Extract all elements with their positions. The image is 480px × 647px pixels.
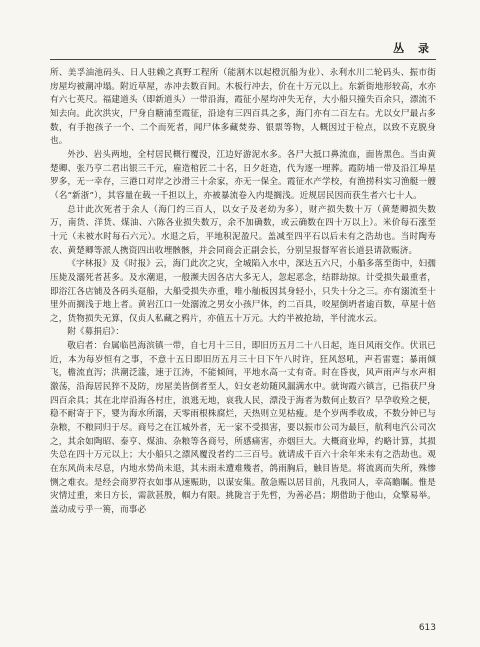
paragraph: 总计此次死者于余人（海门约三百人，以女子及老幼为多），财产损失数十万（黄楚卿损失数万，南货、洋货、煤油、六陈各业损失数万，余不加确数，或云确数在四十万以上）。米价每石涨至十元（未被水时每石六元）。水退之后，平地积泥盈尺。盖减至四平石以后未有之浩劫也。当时陶寿农、黄楚卿等派人携资四出收埋骸骸，并会同商会正副会长，分别呈报督军省长道县请款赈济。	[50, 204, 436, 256]
body-text	[50, 67, 436, 518]
page-number: 613	[418, 623, 436, 633]
header-rule	[50, 59, 436, 60]
appendix-heading: 附《募捐启》：	[67, 327, 125, 338]
paragraph: 敬启者：台属临邑海滨镇一带，自七月十三日，即旧历五月二十八日起，连日风雨交作。伏讯已近，本为每岁恒有之事，不意十五日即旧历五月三十日下午八时许，狂风怒吼，声若雷霆；暴雨倾飞，檐流直泻；洪潮泛滥，速于江涛，不能倾间，平地水高一丈有奇。时在昏夜，风声雨声与水声相激荡，沿海居民猝不及防，房屋美皆倒者至人，妇女老幼随风漏满水中。就询霞六镇言，已指获尸身四百余具；其在北岸沿海各村庄，浪逃无地，哀我人民，漂没于海者为数何止数百？早孕收殓之便，稳不耐寄于下，婴为海水所溺，天零雨根株腐烂，天热则立见枯瘦。是个岁两季收成，不数分钟已与杂粮，不粮同归于尽。商号之在江城外者，无一家不受损害，要以振市公司为最巨，航利电汽公司次之，其余如陶昭、泰亨、煤油、杂粮等各商号，所感痛害，亦烟巨大。大概商业埠，约略计算，其损失总在四十万元以上；大小船只之漂风覆没者约二三百号。就请成千百六十余年来未有之浩劫也。观在东风尚未尽息，内地水势尚未退，其未雨未遭难幾者，鸽雨胸后，触目皆是。将流离而失所，殊惨恻之难衣。是经会商罗符衣如事从速赈助，以谋安集。散急赈以居目前，凡我同人，幸高瞻瞩。惟是灾情过重，来日方长，需款甚殷，帼力有限。挑陇言于先哲，为善必昌；期借助于他山，众擎易举。盖动成亏乎一篑，而事必	[50, 341, 436, 515]
section-title: 丛 录	[393, 42, 434, 55]
paragraph: 所、美孚油池码头、日人驻赖之真野工程所（能割木以起橙沉船为业）、永利水川二轮码头、振市街房屋均被潮冲塌。附近草屋，赤冲去数百间。木板行冲去，价在十万元以上。东新街地形较高，水亦有六七英尺。福建道头（即新道头）一带沿海，霞征小屋均冲失无存，大小船只撞失百余只，漂流不知去向。此次洪灾，尸身自糖浦至霞征，沿途有三四百具之多，海门亦有二百左右。尤以女尸最占多数，有手抱孩子一个、二个而死者，闻尸体多藏焚券、银票等物，人概因过于检点，以致不克脱身也。	[50, 68, 436, 147]
paragraph: 外沙、岩头两地，全村居民概行覆没，江边好游泥水多。各尸大抵口鼻流血，面皆黑色。当由黄楚卿、张乃亨二君出银三千元，雇造棺匠二十名，日夕赶造，代为逐一埋葬。霞防埔一带及沿江埠星罗多，无一幸存，三港口对岸之沙滑三十余家，亦无一保全。霞征水产学校，有渔捞科实习渔艇一艘（名“新浙”），其容量在载一千担以上，亦被暴流卷入内堤搁浅。近规居民因而获生者六七十人。	[50, 149, 436, 201]
paragraph: 《字林报》及《时报》云，海门此次之灾，全城陷入水中，深达五六尺，小船多落至街中，妇孺压毙及溺死者甚多。及水潮退，一般濒夫因各店大多无人，忽起恶念，结群劫掠。计受损失最重者，即浴江各店铺及各码头趸船，大船受损失亦重，唯小舢板因其身轻小，只失十分之三。亦有溺流至十里外而搁浅于地上者。黄岩江口一处溺流之男女小孩尸体，约二百具，咬屋倒坍者逾百数，草屋十倍之，货物损失无算，仅贞人私藏之鸦片，亦值五十万元。大约半被抢劫，半付流水云。	[50, 259, 436, 324]
